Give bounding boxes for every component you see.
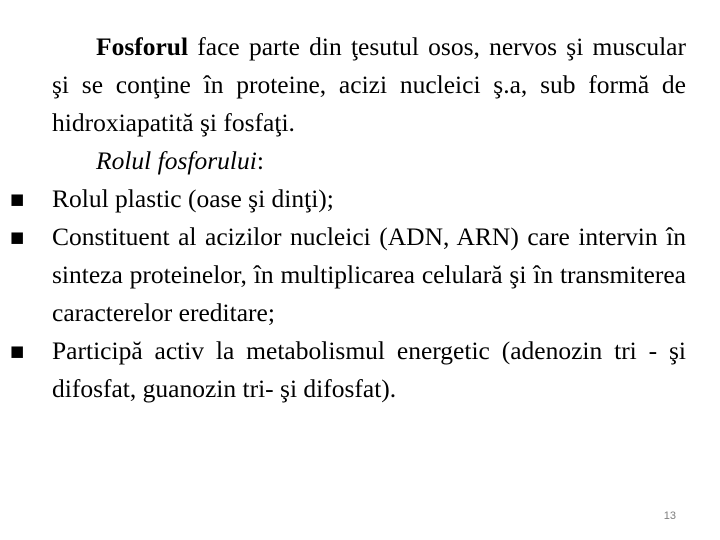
square-bullet-icon: ■ (10, 228, 25, 246)
intro-paragraph (52, 28, 686, 142)
slide-content (10, 28, 686, 408)
bullet-text: Constituent al acizilor nucleici (ADN, ARN) care intervin în sinteza proteinelor, în multiplicarea celulară şi în transmiterea caracterelor ereditare; (52, 222, 686, 327)
heading-colon: : (256, 146, 264, 175)
list-item (10, 332, 686, 408)
list-item (10, 180, 686, 218)
intro-bold-term: Fosforul (96, 32, 189, 61)
square-bullet-icon: ■ (10, 342, 25, 360)
bullet-list (10, 180, 686, 408)
square-bullet-icon: ■ (10, 190, 25, 208)
intro-text: face parte din ţesutul osos, nervos şi muscular şi se conţine în proteine, acizi nucleici ş.a, sub formă de hidroxiapatită şi fosfaţi. (52, 32, 686, 137)
bullet-text: Rolul plastic (oase şi dinţi); (52, 184, 334, 213)
list-item (10, 218, 686, 332)
section-heading (52, 142, 686, 180)
heading-label: Rolul fosforului (96, 146, 257, 175)
bullet-text: Participă activ la metabolismul energetic (adenozin tri - şi difosfat, guanozin tri- şi difosfat). (52, 336, 686, 403)
page-number: 13 (663, 510, 676, 522)
